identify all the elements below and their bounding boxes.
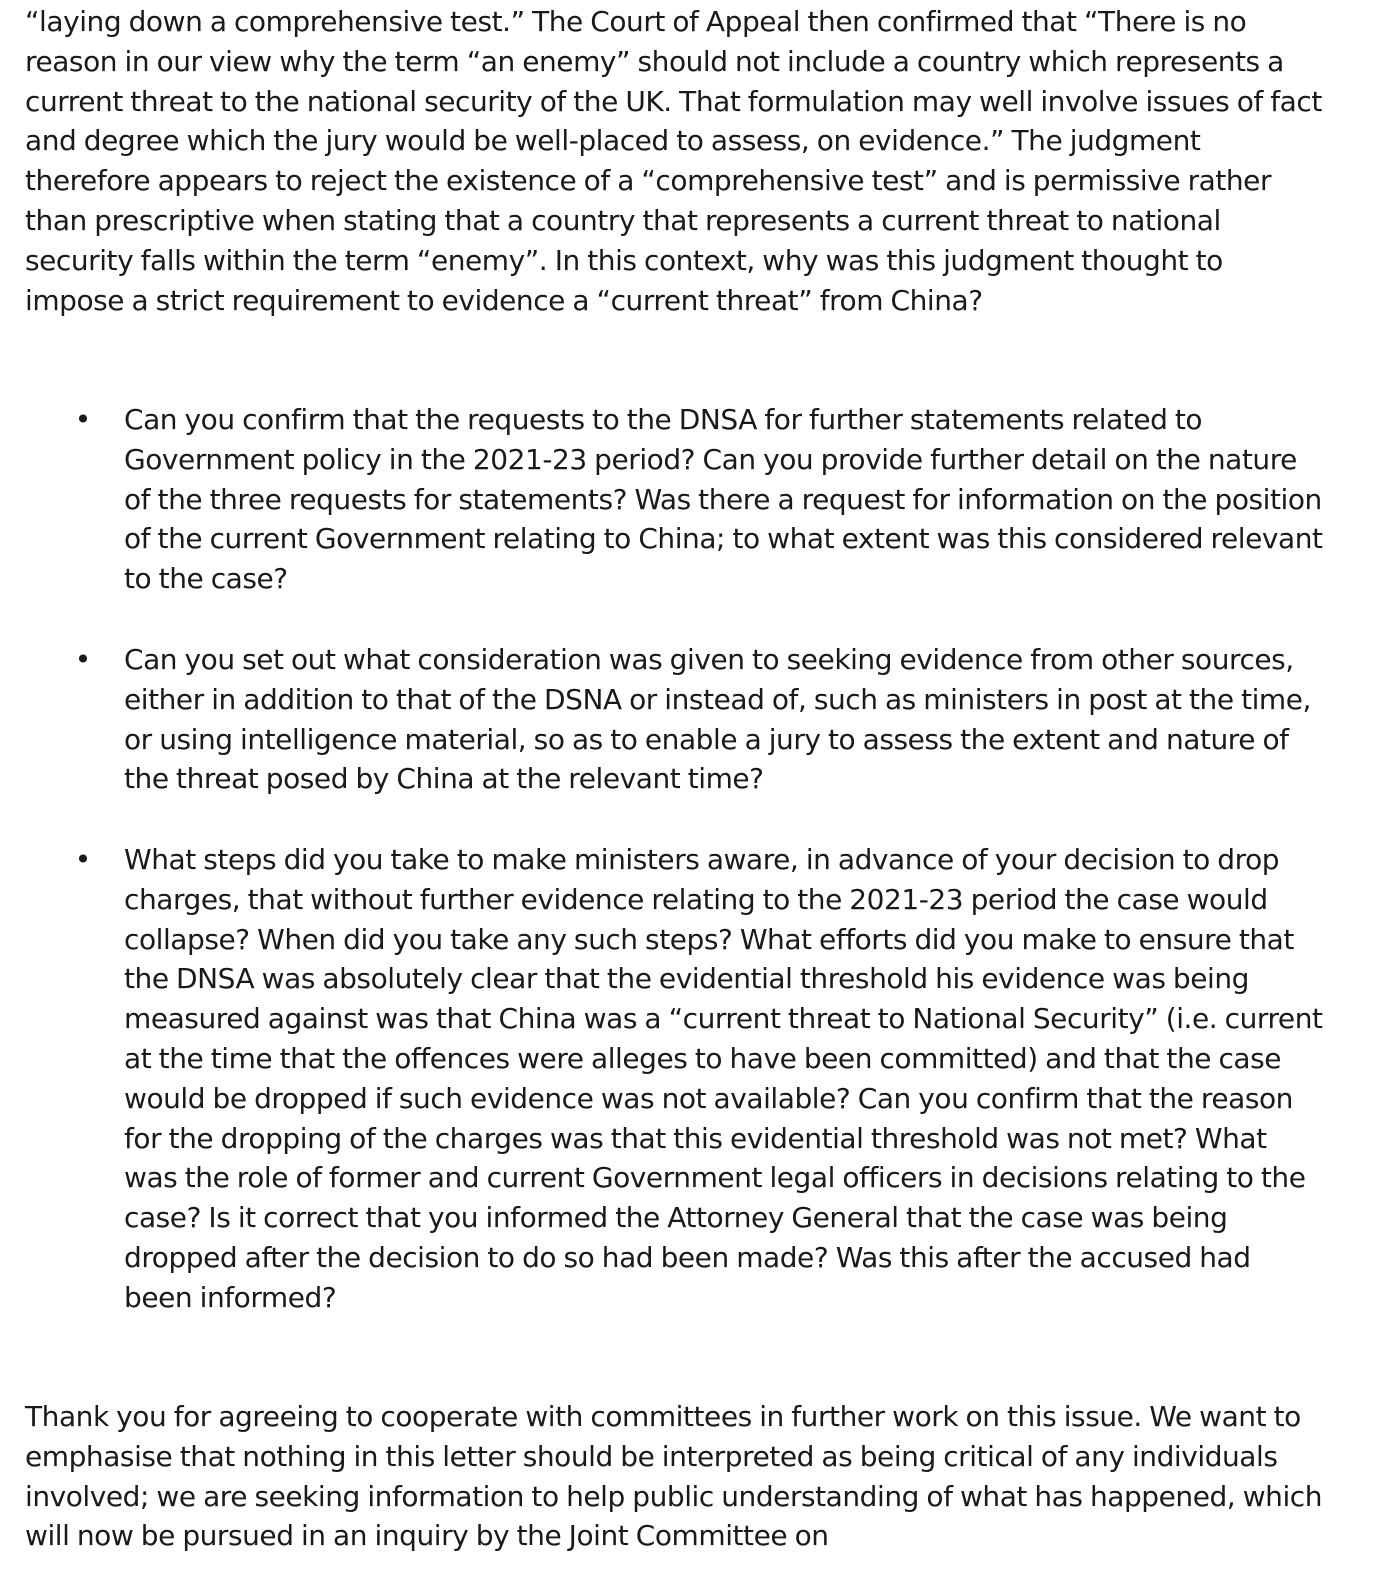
question-text: Can you confirm that the requests to the DNSA for further statements related to Government policy in the 2021-23 period? Can you provide further detail on the nature of the three requests for statements? Was there a request for information on the position of the current Government relating to China; to what extent was this considered relevant to the case? <box>124 403 1323 596</box>
bullet-icon: • <box>74 843 92 876</box>
question-text: Can you set out what consideration was given to seeking evidence from other sources, either in addition to that of the DSNA or instead of, such as ministers in post at the time, or using intelligence material, so as to enable a jury to assess the extent and nature of the threat posed by China at the relevant time? <box>124 643 1311 796</box>
bullet-icon: • <box>74 403 92 436</box>
closing-paragraph: Thank you for agreeing to cooperate with committees in further work on this issue. We want to emphasise that nothing in this letter should be interpreted as being critical of any individuals involved; we are seeking information to help public understanding of what has happened, which will now be pursued in an inquiry by the Joint Committee on <box>25 1400 1323 1553</box>
question-text: What steps did you take to make ministers aware, in advance of your decision to drop charges, that without further evidence relating to the 2021-23 period the case would collapse? When did you take any such steps? What efforts did you make to ensure that the DNSA was absolutely clear that the evidential threshold his evidence was being measured against was that China was a “current threat to National Security” (i.e. current at the time that the offences were alleges to have been committed) and that the case would be dropped if such evidence was not available? Can you confirm that the reason for the dropping of the charges was that this evidential threshold was not met? What was the role of former and current Government legal officers in decisions relating to the case? Is it correct that you informed the Attorney General that the case was being dropped after the decision to do so had been made? Was this after the accused had been informed? <box>124 843 1323 1314</box>
intro-paragraph: “laying down a comprehensive test.” The Court of Appeal then confirmed that “There is no reason in our view why the term “an enemy” should not include a country which represents a current threat to the national security of the UK. That formulation may well involve issues of fact and degree which the jury would be well-placed to assess, on evidence.” The judgment therefore appears to reject the existence of a “comprehensive test” and is permissive rather than prescriptive when stating that a country that represents a current threat to national security falls within the term “enemy”. In this context, why was this judgment thought to impose a strict requirement to evidence a “current threat” from China? <box>25 5 1322 317</box>
bullet-icon: • <box>74 643 92 676</box>
